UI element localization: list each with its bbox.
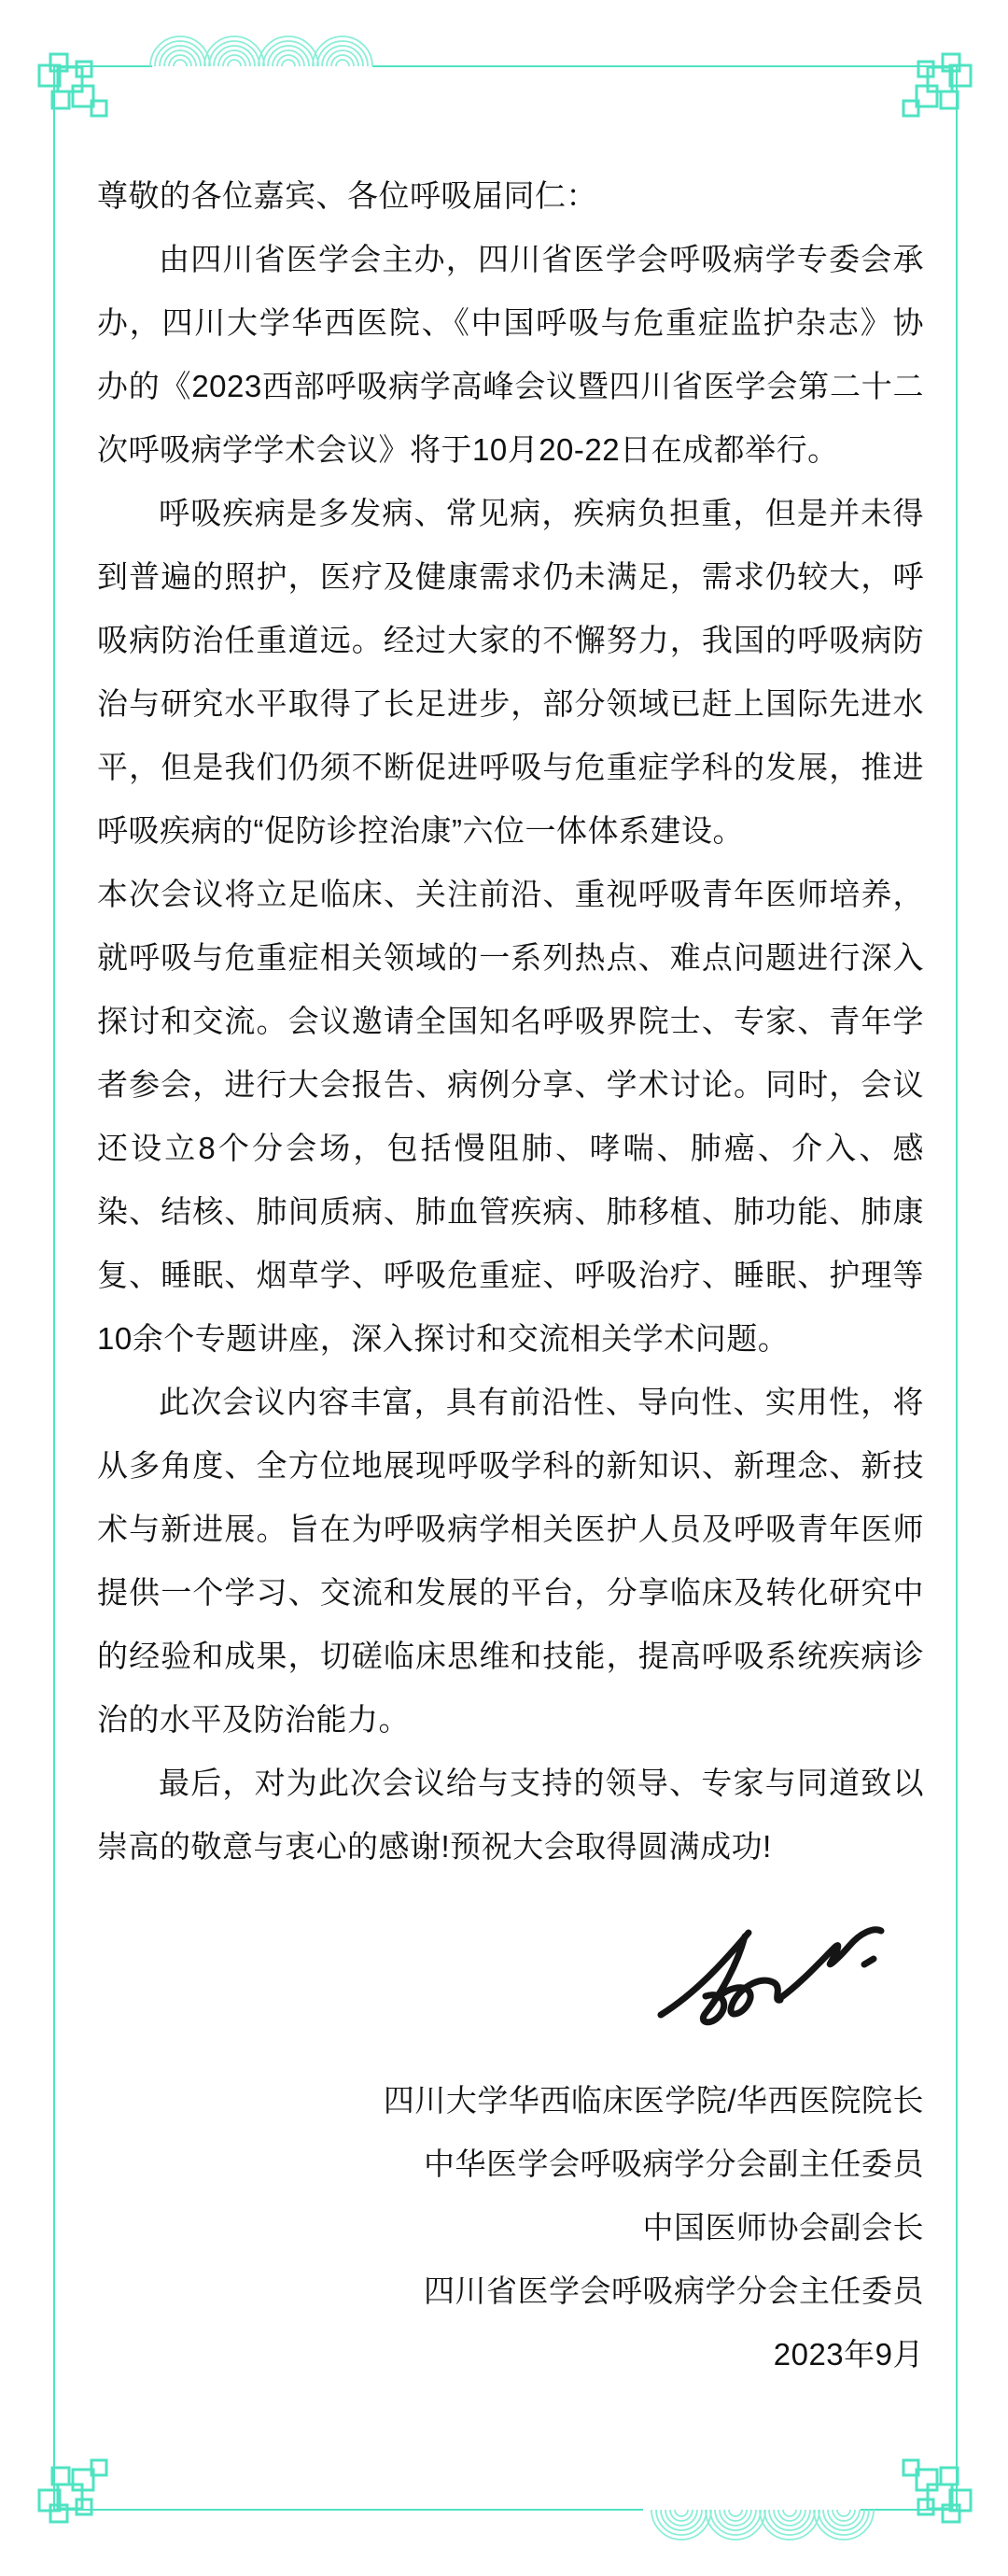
corner-ornament-icon [37,52,112,127]
closing-title-line: 四川大学华西临床医学院/华西医院院长 [383,2083,924,2118]
arc-motif-icon [152,34,369,67]
arc-motif-icon [653,2509,870,2542]
paragraph: 最后，对为此次会议给与支持的领导、专家与同道致以崇高的敬意与衷心的感谢!预祝大会取得圆满成功! [97,1766,924,1864]
salutation-text: 尊敬的各位嘉宾、各位呼吸届同仁： [97,178,597,213]
border-line-top-right-segment [372,65,958,67]
paragraph-list [97,228,924,1879]
border-line-left [53,65,55,2511]
closing-title-line: 四川省医学会呼吸病学分会主任委员 [424,2273,924,2308]
paragraph: 本次会议将立足临床、关注前沿、重视呼吸青年医师培养，就呼吸与危重症相关领域的一系列热点、难点问题进行深入探讨和交流。会议邀请全国知名呼吸界院士、专家、青年学者参会，进行大会报告、病例分享、学术讨论。同时，会议还设立8个分会场，包括慢阻肺、哮喘、肺癌、介入、感染、结核、肺间质病、肺血管疾病、肺移植、肺功能、肺康复、睡眠、烟草学、呼吸危重症、呼吸治疗、睡眠、护理等10余个专题讲座，深入探讨和交流相关学术问题。 [97,877,924,1356]
corner-ornament-icon [37,2449,112,2524]
border-line-right [956,65,958,2511]
corner-ornament-icon [898,2449,973,2524]
closing-title-line: 中华医学会呼吸病学分会副主任委员 [424,2147,924,2181]
letter-body [97,164,924,1879]
closing-block [97,2069,924,2386]
closing-title-line: 中国医师协会副会长 [642,2210,924,2245]
paragraph: 呼吸疾病是多发病、常见病，疾病负担重，但是并未得到普遍的照护，医疗及健康需求仍未满足，需求仍较大，呼吸病防治任重道远。经过大家的不懈努力，我国的呼吸病防治与研究水平取得了长足进步，部分领域已赶上国际先进水平，但是我们仍须不断促进呼吸与危重症学科的发展，推进呼吸疾病的“促防诊控治康”六位一体体系建设。 [97,496,924,848]
closing-title-list [97,2069,924,2323]
border-line-bottom-left-segment [53,2509,643,2511]
handwritten-signature-icon [644,1905,896,2049]
paragraph: 此次会议内容丰富，具有前沿性、导向性、实用性，将从多角度、全方位地展现呼吸学科的新知识、新理念、新技术与新进展。旨在为呼吸病学相关医护人员及呼吸青年医师提供一个学习、交流和发展的平台，分享临床及转化研究中的经验和成果，切磋临床思维和技能，提高呼吸系统疾病诊治的水平及防治能力。 [97,1385,924,1737]
date-text: 2023年9月 [773,2337,924,2372]
signature-handwriting [644,1905,896,2049]
corner-ornament-icon [898,52,973,127]
paragraph: 由四川省医学会主办，四川省医学会呼吸病学专委会承办，四川大学华西医院、《中国呼吸与危重症监护杂志》协办的《2023西部呼吸病学高峰会议暨四川省医学会第二十二次呼吸病学学术会议》将于10月20-22日在成都举行。 [97,242,924,467]
